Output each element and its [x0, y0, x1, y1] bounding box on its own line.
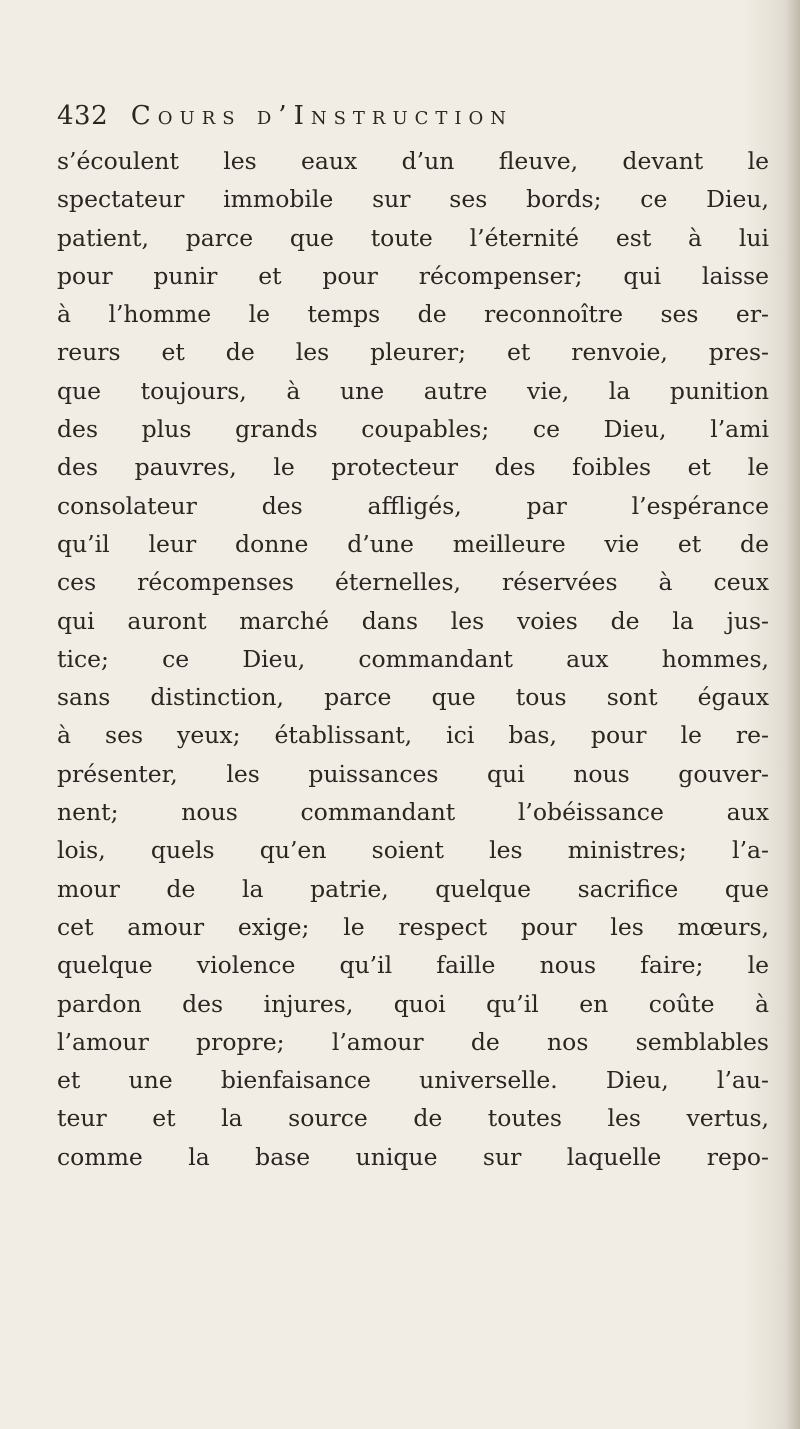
text-line: lois, quels qu’en soient les ministres; l’a- — [57, 836, 769, 865]
text-line: mour de la patrie, quelque sacrifice que — [57, 874, 769, 903]
text-line: pour punir et pour récompenser; qui laisse — [57, 261, 769, 290]
text-line: s’écoulent les eaux d’un fleuve, devant le — [57, 147, 769, 175]
text-line: que toujours, à une autre vie, la punition — [57, 376, 769, 405]
text-line: patient, parce que toute l’éternité est à lui — [57, 223, 769, 252]
text-line: qui auront marché dans les voies de la jus- — [57, 606, 769, 635]
text-line: l’amour propre; l’amour de nos semblables — [57, 1027, 769, 1056]
text-line: reurs et de les pleurer; et renvoie, pres- — [57, 338, 769, 367]
text-line: cet amour exige; le respect pour les mœurs, — [57, 912, 769, 941]
text-line: pardon des injures, quoi qu’il en coûte à — [57, 989, 769, 1018]
text-line: et une bienfaisance universelle. Dieu, l’au- — [57, 1066, 769, 1095]
page-edge-shadow — [786, 0, 800, 1429]
text-line: qu’il leur donne d’une meilleure vie et de — [57, 529, 769, 558]
text-line: quelque violence qu’il faille nous faire; le — [57, 951, 769, 980]
body-text — [57, 142, 769, 1176]
text-line: ces récompenses éternelles, réservées à ceux — [57, 568, 769, 597]
running-head — [57, 101, 767, 137]
text-line: teur et la source de toutes les vertus, — [57, 1104, 769, 1133]
page-number: 432 — [57, 101, 109, 131]
text-line: comme la base unique sur laquelle repo- — [57, 1142, 769, 1171]
running-title: Cours d’Instruction — [130, 101, 514, 131]
text-line: des plus grands coupables; ce Dieu, l’ami — [57, 415, 769, 444]
text-line: spectateur immobile sur ses bords; ce Dieu, — [57, 185, 769, 214]
text-line: à ses yeux; établissant, ici bas, pour le re- — [57, 721, 769, 750]
text-line: à l’homme le temps de reconnoître ses er- — [57, 300, 769, 329]
text-line: présenter, les puissances qui nous gouver- — [57, 759, 769, 788]
text-line: sans distinction, parce que tous sont égaux — [57, 683, 769, 712]
text-line: tice; ce Dieu, commandant aux hommes, — [57, 644, 769, 673]
text-line: consolateur des affligés, par l’espérance — [57, 491, 769, 520]
text-line: des pauvres, le protecteur des foibles et le — [57, 453, 769, 482]
text-line: nent; nous commandant l’obéissance aux — [57, 798, 769, 827]
